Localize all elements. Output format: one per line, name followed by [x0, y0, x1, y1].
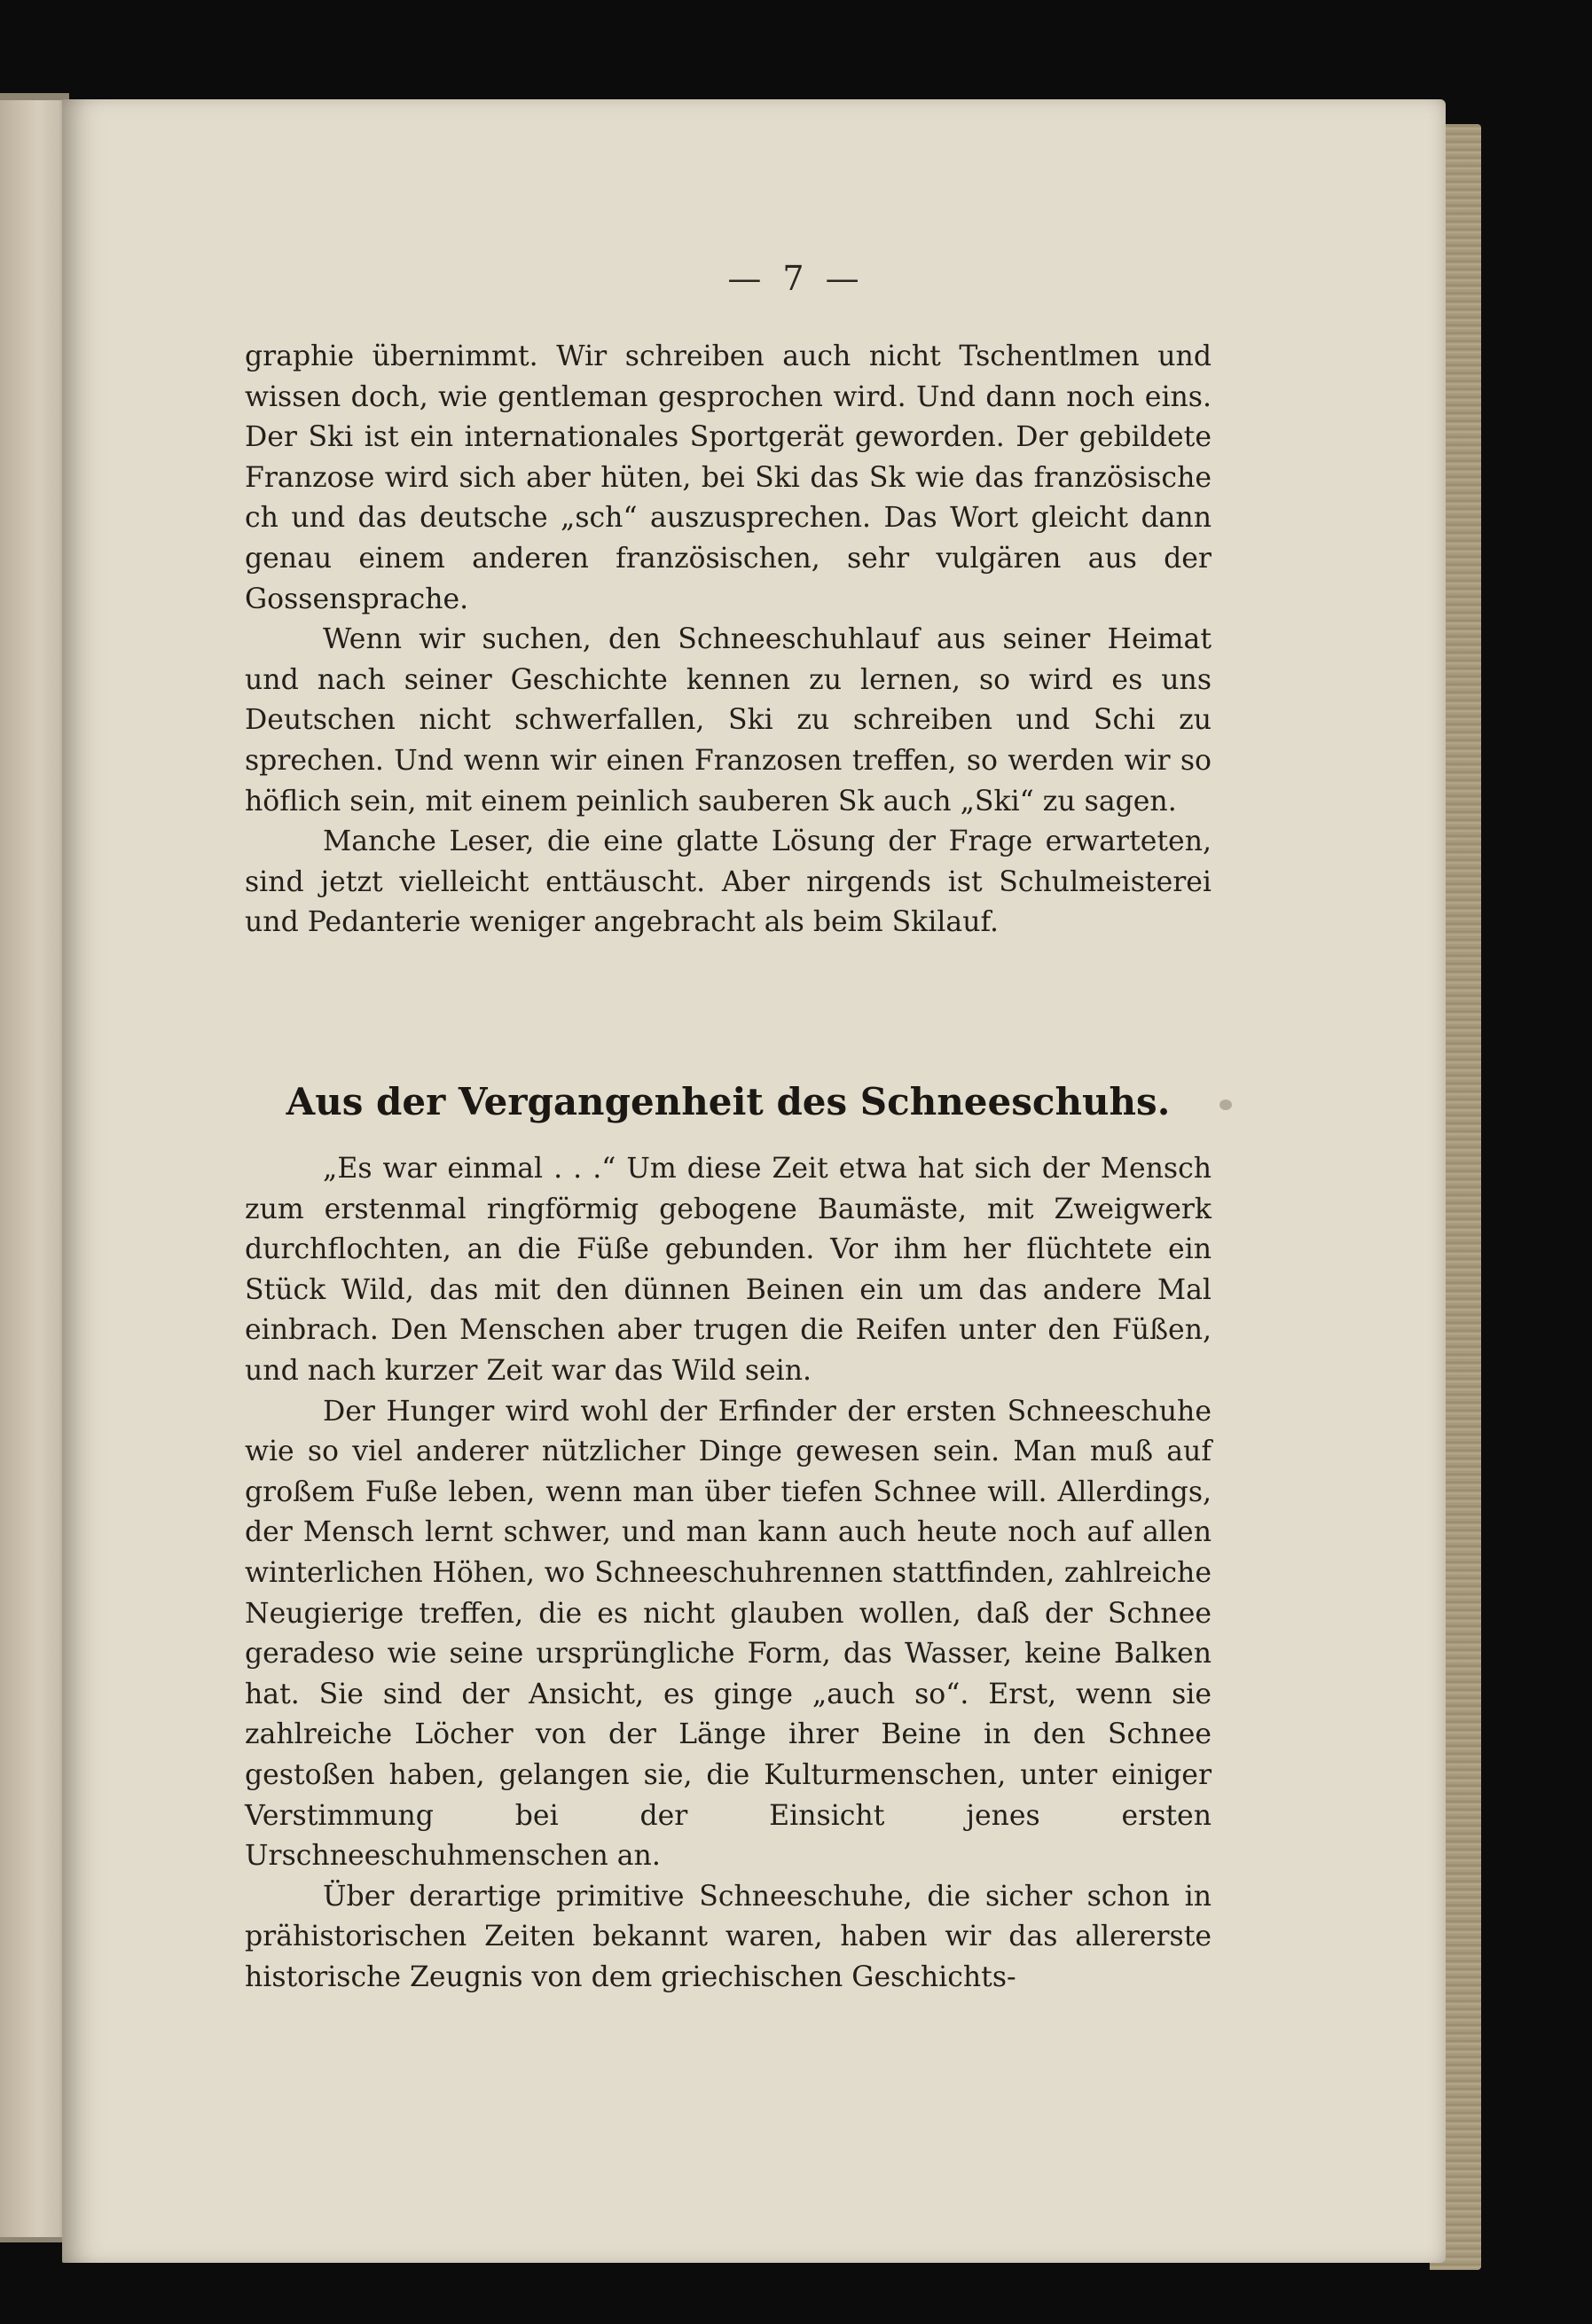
page-number: — 7 — — [727, 259, 865, 298]
paragraph: „Es war einmal . . .“ Um diese Zeit etwa hat sich der Mensch zum erstenmal ringförmig gebogene Baumäste, mit Zweigwerk durchflochten, an die Füße gebunden. Vor ihm her flüchtete ein Stück Wild, das mit den dünnen Beinen ein um das andere Mal einbrach. Den Menschen aber trugen die Reifen unter den Füßen, und nach kurzer Zeit war das Wild sein. — [245, 1153, 1212, 1387]
section-heading: Aus der Vergangenheit des Schneeschuhs. — [286, 1080, 1171, 1123]
paragraph: Wenn wir suchen, den Schneeschuhlauf aus seiner Heimat und nach seiner Geschichte kennen zu lernen, so wird es uns Deutschen nicht schwerfallen, Ski zu schreiben und Schi zu sprechen. Und wenn wir einen Franzosen treffen, so werden wir so höflich sein, mit einem peinlich sauberen Sk auch „Ski“ zu sagen. — [245, 623, 1212, 818]
paragraph: Über derartige primitive Schneeschuhe, die sicher schon in prähistorischen Zeiten bekannt waren, haben wir das allererste historische Zeugnis von dem griechischen Geschichts- — [245, 1880, 1212, 1993]
ink-smudge — [1219, 1099, 1232, 1110]
body-text-section — [245, 1149, 1212, 1998]
paragraph: graphie übernimmt. Wir schreiben auch nicht Tschentlmen und wissen doch, wie gentleman gesprochen wird. Und dann noch eins. Der Ski ist ein internationales Sportgerät geworden. Der gebildete Franzose wird sich aber hüten, bei Ski das Sk wie das französische ch und das deutsche „sch“ auszusprechen. Das Wort gleicht dann genau einem anderen französischen, sehr vulgären aus der Gossensprache. — [245, 340, 1212, 615]
body-text-top — [245, 337, 1212, 943]
previous-page-edge — [0, 93, 69, 2242]
paragraph: Der Hunger wird wohl der Erfinder der ersten Schneeschuhe wie so viel anderer nützlicher Dinge gewesen sein. Man muß auf großem Fuße leben, wenn man über tiefen Schnee will. Allerdings, der Mensch lernt schwer, und man kann auch heute noch auf allen winterlichen Höhen, wo Schneeschuhrennen stattfinden, zahlreiche Neugierige treffen, die es nicht glauben wollen, daß der Schnee geradeso wie seine ursprüngliche Form, das Wasser, keine Balken hat. Sie sind der Ansicht, es ginge „auch so“. Erst, wenn sie zahlreiche Löcher von der Länge ihrer Beine in den Schnee gestoßen haben, gelangen sie, die Kulturmenschen, unter einiger Verstimmung bei der Einsicht jenes ersten Urschneeschuhmenschen an. — [245, 1395, 1212, 1873]
paragraph: Manche Leser, die eine glatte Lösung der Frage erwarteten, sind jetzt vielleicht enttäuscht. Aber nirgends ist Schulmeisterei und Pedanterie weniger angebracht als beim Skilauf. — [245, 826, 1212, 939]
